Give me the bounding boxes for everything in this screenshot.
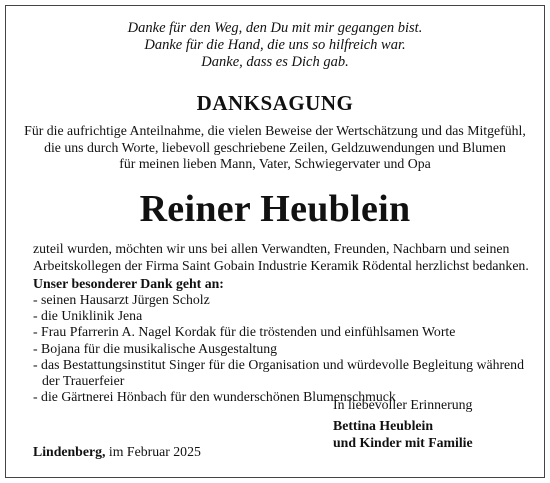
special-thanks-list bbox=[33, 292, 533, 405]
special-thanks-title: Unser besonderer Dank geht an: bbox=[33, 276, 224, 291]
signer-line-2: und Kinder mit Familie bbox=[333, 434, 473, 450]
date: im Februar 2025 bbox=[105, 444, 201, 459]
poem-line-3: Danke, dass es Dich gab. bbox=[201, 54, 349, 70]
intro-line-1: Für die aufrichtige Anteilnahme, die vielen Beweise der Wertschätzung und das Mitgefühl, bbox=[24, 123, 526, 138]
list-item: - seinen Hausarzt Jürgen Scholz bbox=[33, 292, 210, 307]
list-item: - die Uniklinik Jena bbox=[33, 308, 143, 324]
memory-line: In liebevoller Erinnerung bbox=[333, 397, 473, 412]
list-item-continuation: der Trauerfeier bbox=[42, 373, 125, 389]
deceased-name: Reiner Heublein bbox=[139, 188, 411, 230]
intro-text bbox=[0, 123, 550, 173]
poem-line-2: Danke für die Hand, die uns so hilfreich war. bbox=[144, 37, 406, 53]
notice-heading: DANKSAGUNG bbox=[196, 91, 354, 115]
list-item bbox=[33, 357, 533, 389]
body-line-1: zuteil wurden, möchten wir uns bei allen Verwandten, Freunden, Nachbarn und seinen bbox=[33, 241, 510, 256]
list-item: - die Gärtnerei Hönbach für den wunderschönen Blumenschmuck bbox=[33, 389, 396, 405]
list-item-line: - das Bestattungsinstitut Singer für die Organisation und würdevolle Begleitung während bbox=[33, 356, 524, 372]
place-date bbox=[33, 444, 201, 461]
intro-line-2: die uns durch Worte, liebevoll geschriebene Zeilen, Geldzuwendungen und Blumen bbox=[44, 139, 506, 155]
poem-line-1: Danke für den Weg, den Du mit mir gegangen bist. bbox=[127, 20, 423, 36]
list-item: - Bojana für die musikalische Ausgestaltung bbox=[33, 340, 278, 356]
place: Lindenberg, bbox=[33, 444, 106, 459]
list-item: - Frau Pfarrerin A. Nagel Kordak für die tröstenden und einfühlsamen Worte bbox=[33, 324, 456, 340]
body-line-2: Arbeitskollegen der Firma Saint Gobain Industrie Keramik Rödental herzlichst bedanken. bbox=[33, 257, 529, 273]
signer-line-1: Bettina Heublein bbox=[333, 418, 434, 433]
intro-line-3: für meinen lieben Mann, Vater, Schwiegervater und Opa bbox=[119, 156, 431, 171]
poem bbox=[0, 20, 550, 71]
signers bbox=[333, 418, 473, 451]
body-text bbox=[33, 241, 533, 274]
